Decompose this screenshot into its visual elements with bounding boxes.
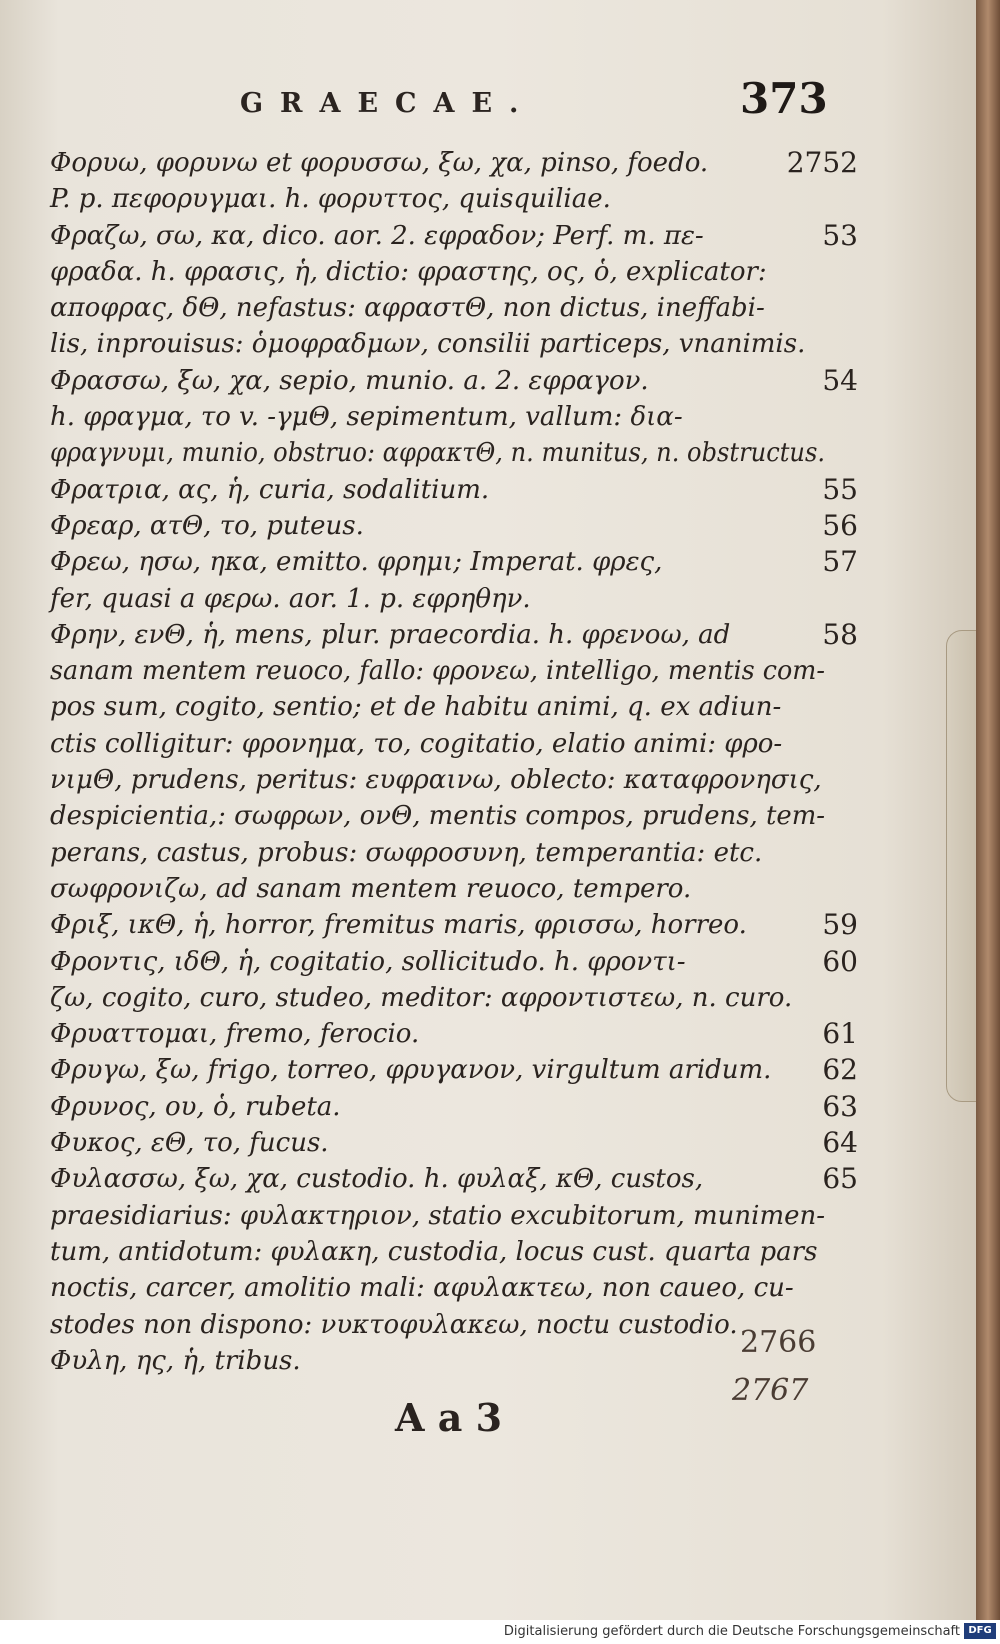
text-line [50, 254, 840, 290]
dictionary-text [50, 145, 858, 1379]
text-line [50, 1234, 840, 1270]
line-text: φραγνυμι, munio, obstruo: αφρακτΘ, n. munitus, n. obstructus. [50, 438, 825, 469]
text-line [50, 798, 840, 834]
entry-number: 64 [822, 1126, 858, 1160]
text-line [50, 1125, 858, 1161]
line-text: ζω, cogito, curo, studeo, meditor: αφροντιστεω, n. curo. [50, 982, 793, 1013]
margin-number-lower: 2767 [732, 1373, 809, 1408]
entry-number: 2752 [786, 146, 858, 179]
text-line [50, 980, 840, 1016]
signature-mark: A a 3 [395, 1395, 503, 1440]
funding-credit: Digitalisierung gefördert durch die Deutsche Forschungsgemeinschaft [503, 1624, 960, 1639]
entry-number: 62 [822, 1053, 858, 1087]
entry-number: 63 [822, 1089, 858, 1123]
text-line [50, 835, 840, 871]
entry-number: 57 [822, 545, 858, 579]
line-text: Φυλασσω, ξω, χα, custodio. h. φυλαξ, κΘ, custos, [50, 1164, 704, 1195]
line-text: αποφρας, δΘ, nefastus: αφραστΘ, non dictus, ineffabi- [50, 293, 765, 324]
running-head: GRAECAE. [240, 88, 536, 119]
text-line [50, 145, 858, 181]
text-line [50, 1052, 858, 1088]
book-cover-edge [976, 0, 1000, 1620]
dfg-logo: DFG [964, 1623, 996, 1639]
line-text: pos sum, cogito, sentio; et de habitu animi, q. ex adiun- [50, 692, 782, 723]
margin-number-upper: 2766 [740, 1325, 817, 1360]
text-line [50, 399, 840, 435]
entry-number: 58 [822, 617, 858, 651]
line-text: ctis colligitur: φρονημα, το, cogitatio, elatio animi: φρο- [50, 728, 783, 759]
line-text: fer, quasi a φερω. aor. 1. p. εφρηθην. [50, 583, 531, 614]
line-text: σωφρονιζω, ad sanam mentem reuoco, tempero. [50, 873, 692, 904]
text-line [50, 363, 858, 399]
entry-number: 65 [822, 1162, 858, 1196]
line-text: Φρατρια, ας, ἡ, curia, sodalitium. [50, 474, 490, 505]
text-line [50, 544, 858, 580]
page-number: 373 [740, 74, 828, 123]
text-line [50, 218, 858, 254]
entry-number: 61 [822, 1017, 858, 1051]
text-line [50, 1016, 858, 1052]
footer-bar [0, 1620, 1000, 1644]
text-line [50, 581, 840, 617]
text-line [50, 435, 840, 471]
entry-number: 59 [822, 908, 858, 942]
line-text: Φρεαρ, ατΘ, το, puteus. [50, 510, 364, 541]
text-line [50, 1270, 840, 1306]
text-line [50, 326, 840, 362]
line-text: νιμΘ, prudens, peritus: ευφραινω, oblecto: καταφρονησις, [50, 765, 822, 796]
line-text: h. φραγμα, το v. -γμΘ, sepimentum, vallum: δια- [50, 402, 683, 433]
line-text: Φρασσω, ξω, χα, sepio, munio. a. 2. εφραγον. [50, 365, 649, 396]
text-line [50, 689, 840, 725]
text-line [50, 181, 840, 217]
text-line [50, 907, 858, 943]
line-text: Φρυαττομαι, fremo, ferocio. [50, 1019, 420, 1050]
text-line [50, 944, 858, 980]
text-line [50, 290, 840, 326]
line-text: Φρην, ενΘ, ἡ, mens, plur. praecordia. h. φρενοω, ad [50, 619, 731, 650]
line-text: Φροντις, ιδΘ, ἡ, cogitatio, sollicitudo. h. φροντι- [50, 946, 686, 977]
line-text: Φορυω, φορυνω et φορυσσω, ξω, χα, pinso, foedo. [50, 148, 709, 178]
entry-number: 60 [822, 944, 858, 978]
line-text: tum, antidotum: φυλακη, custodia, locus cust. quarta pars [50, 1236, 818, 1267]
text-line [50, 871, 840, 907]
line-text: despicientia,: σωφρων, ονΘ, mentis compos, prudens, tem- [50, 801, 825, 832]
line-text: Φρυνος, ου, ὁ, rubeta. [50, 1091, 341, 1122]
text-line [50, 617, 858, 653]
text-line [50, 508, 858, 544]
line-text: praesidiarius: φυλακτηριον, statio excubitorum, munimen- [50, 1200, 825, 1231]
text-line [50, 1307, 840, 1343]
text-line [50, 1198, 840, 1234]
text-line [50, 762, 840, 798]
line-text: P. p. πεφορυγμαι. h. φορυττος, quisquiliae. [50, 184, 611, 215]
line-text: Φριξ, ικΘ, ἡ, horror, fremitus maris, φρισσω, horreo. [50, 910, 747, 941]
line-text: perans, castus, probus: σωφροσυνη, temperantia: etc. [50, 837, 763, 868]
line-text: Φρεω, ησω, ηκα, emitto. φρημι; Imperat. φρες, [50, 547, 663, 578]
entry-number: 53 [822, 218, 858, 252]
entry-number: 55 [822, 472, 858, 506]
entry-number: 54 [822, 363, 858, 397]
text-line [50, 653, 840, 689]
line-text: stodes non dispono: νυκτοφυλακεω, noctu custodio. [50, 1309, 738, 1340]
text-line [50, 726, 840, 762]
line-text: Φυλη, ης, ἡ, tribus. [50, 1345, 301, 1376]
line-text: Φυκος, εΘ, το, fucus. [50, 1128, 329, 1159]
line-text: φραδα. h. φρασις, ἡ, dictio: φραστης, ος, ὁ, explicator: [50, 256, 767, 287]
line-text: lis, inprouisus: ὁμοφραδμων, consilii particeps, vnanimis. [50, 329, 806, 360]
line-text: noctis, carcer, amolitio mali: αφυλακτεω, non caueo, cu- [50, 1273, 794, 1304]
text-line [50, 1343, 840, 1379]
text-line [50, 472, 858, 508]
text-line [50, 1161, 858, 1197]
text-line [50, 1089, 858, 1125]
line-text: Φραζω, σω, κα, dico. aor. 2. εφραδον; Perf. m. πε- [50, 220, 704, 251]
entry-number: 56 [822, 508, 858, 542]
line-text: sanam mentem reuoco, fallo: φρονεω, intelligo, mentis com- [50, 656, 825, 687]
line-text: Φρυγω, ξω, frigo, torreo, φρυγανον, virgultum aridum. [50, 1055, 772, 1086]
